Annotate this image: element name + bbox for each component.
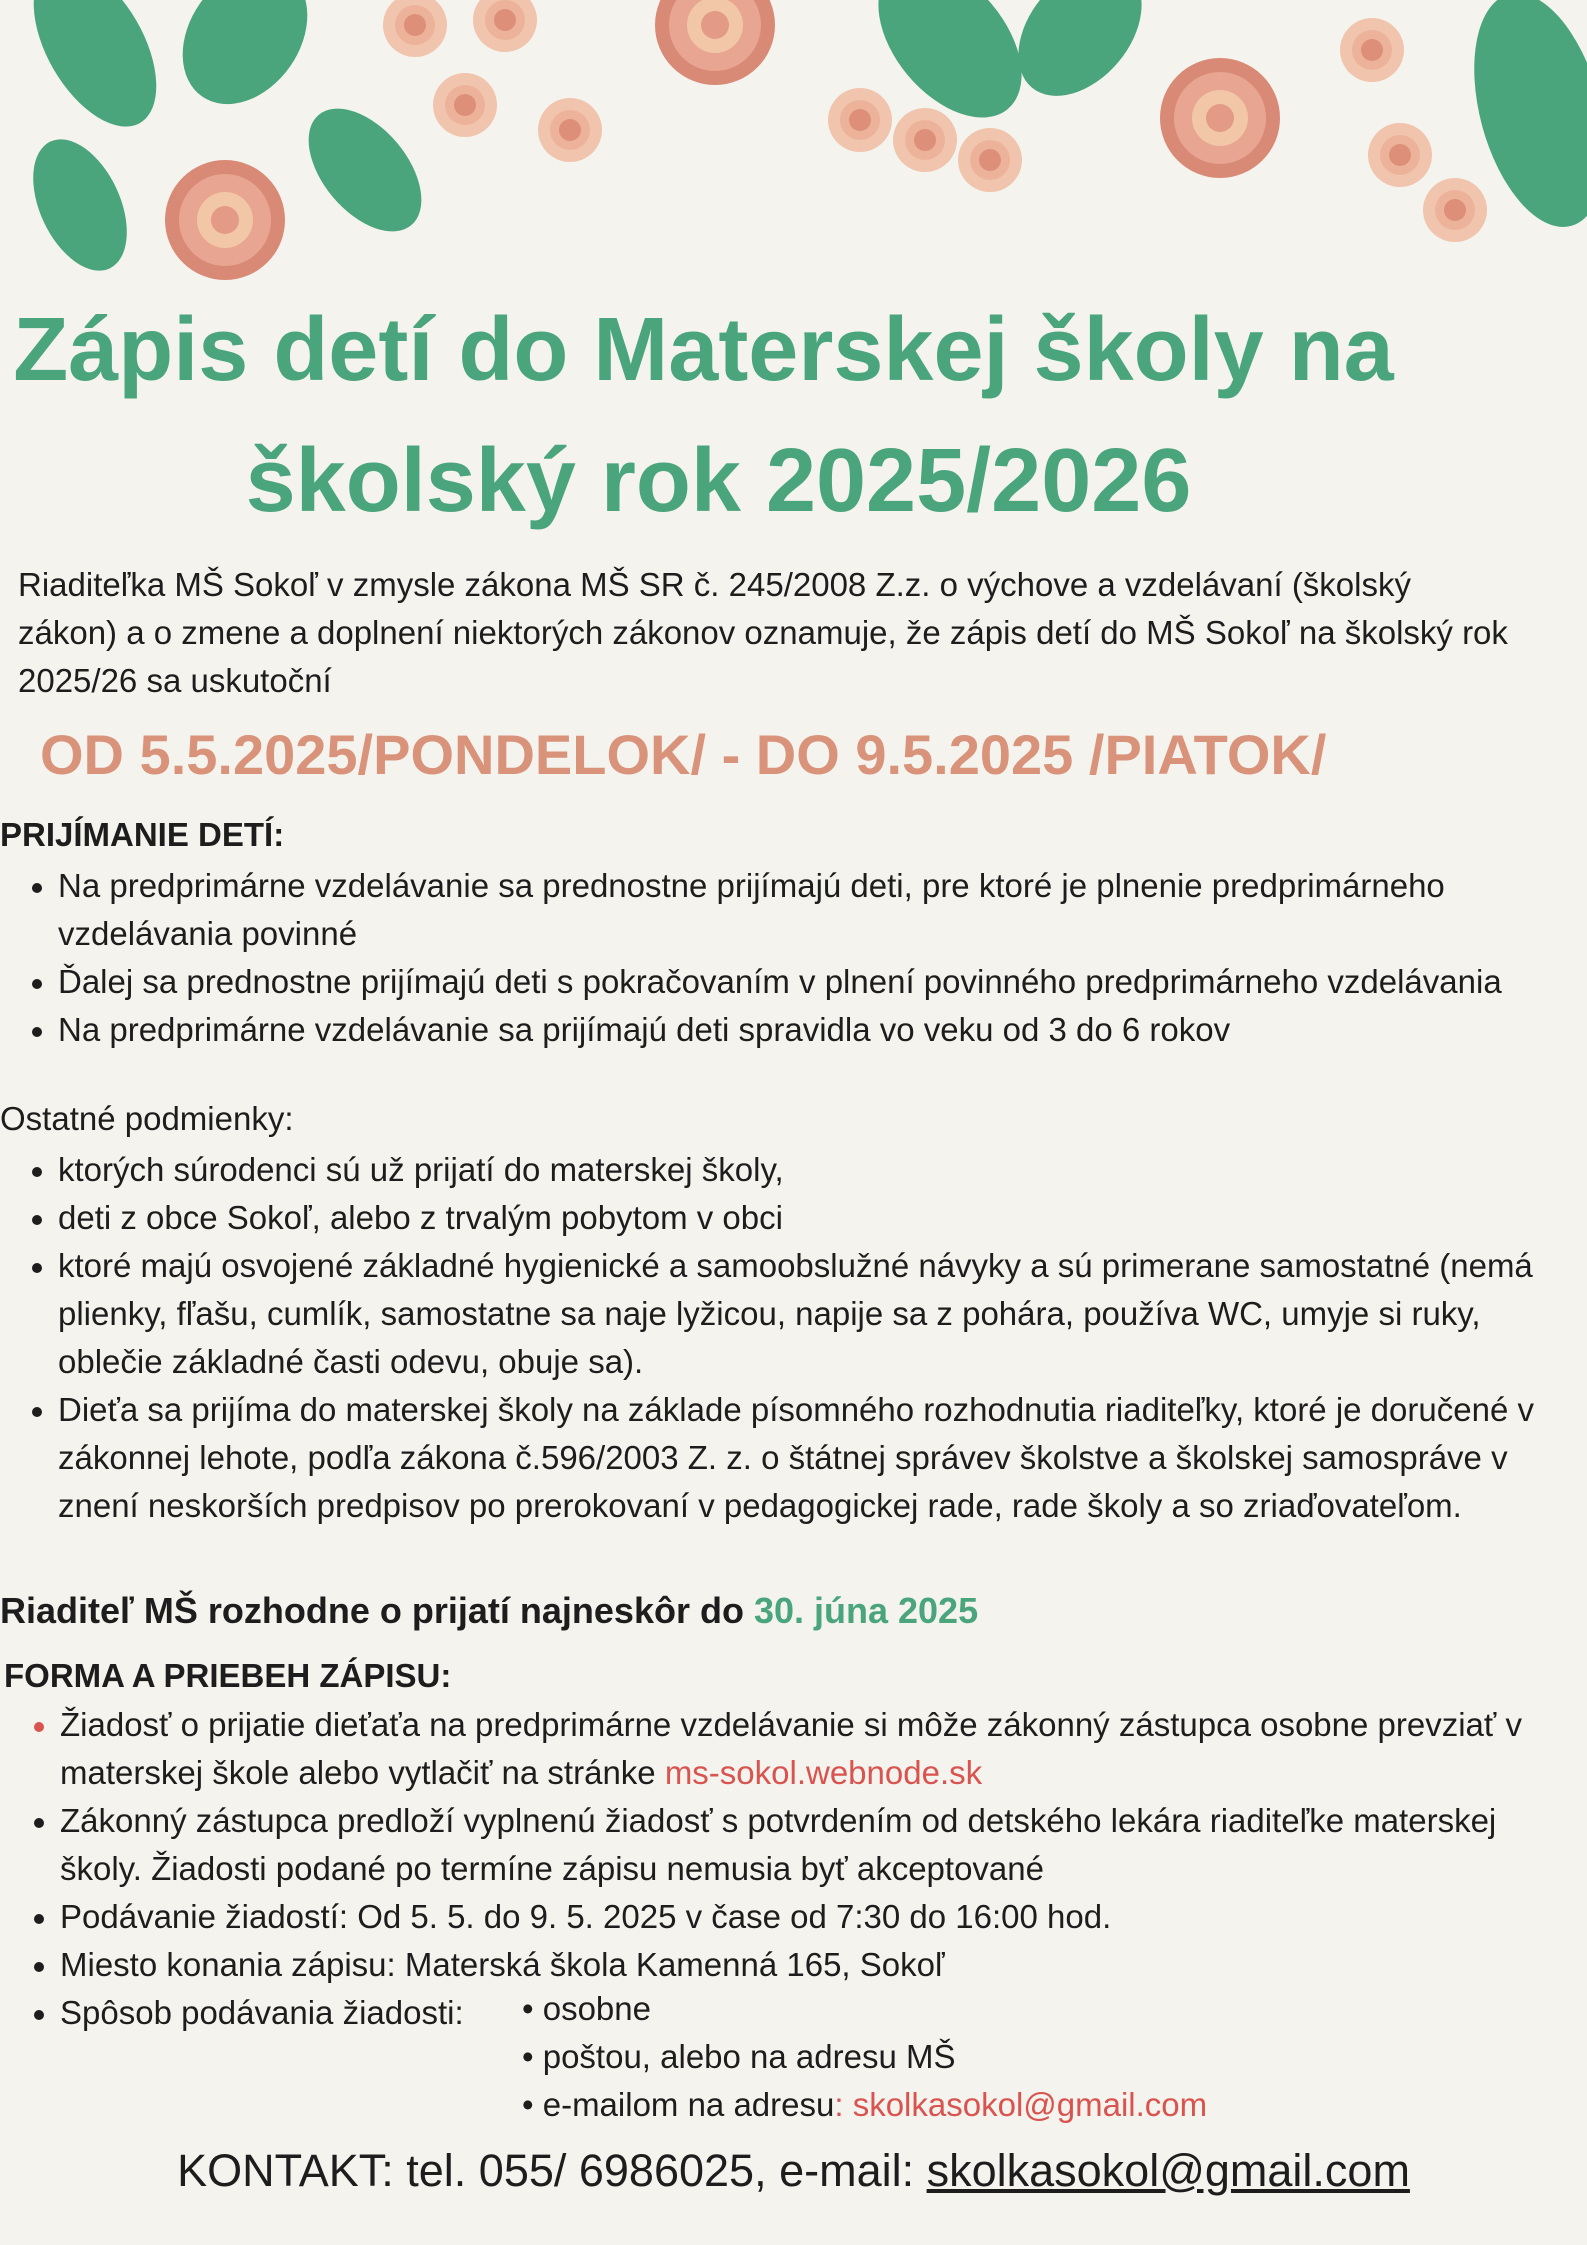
page-title-line2: školský rok 2025/2026 — [245, 431, 1192, 531]
procedure-heading: FORMA A PRIEBEH ZÁPISU: — [4, 1657, 452, 1694]
list-item: Na predprimárne vzdelávanie sa prijímajú deti spravidla vo veku od 3 do 6 rokov — [58, 1006, 1538, 1054]
list-item: ktorých súrodenci sú už prijatí do materskej školy, — [58, 1146, 1583, 1194]
flower-icon — [1423, 178, 1487, 242]
bullet-icon — [32, 979, 42, 989]
flower-icon — [1368, 123, 1432, 187]
flower-icon — [433, 73, 497, 137]
bullet-icon — [32, 1263, 42, 1273]
other-conditions-heading: Ostatné podmienky: — [0, 1100, 294, 1137]
list-item: Spôsob podávania žiadosti: — [60, 1989, 1540, 2037]
flower-icon — [383, 0, 447, 57]
flower-icon — [538, 98, 602, 162]
list-item: Žiadosť o prijatie dieťaťa na predprimárne vzdelávanie si môže zákonný zástupca osobne prevziať v materskej škole alebo vytlačiť na stránke ms-sokol.webnode.sk — [60, 1701, 1540, 1797]
list-item: Podávanie žiadostí: Od 5. 5. do 9. 5. 2025 v čase od 7:30 do 16:00 hod. — [60, 1893, 1540, 1941]
method-in-person: • osobne — [522, 1990, 651, 2027]
bullet-icon — [32, 1167, 42, 1177]
method-post: • poštou, alebo na adresu MŠ — [522, 2038, 956, 2075]
bullet-icon — [34, 1962, 44, 1972]
flower-icon — [1340, 18, 1404, 82]
list-item: Miesto konania zápisu: Materská škola Kamenná 165, Sokoľ — [60, 1941, 1540, 1989]
decision-date: 30. júna 2025 — [753, 1590, 979, 1631]
contact-line: KONTAKT: tel. 055/ 6986025, e-mail: skolkasokol@gmail.com — [177, 2145, 1410, 2196]
flower-icon — [165, 160, 285, 280]
list-item: Na predprimárne vzdelávanie sa prednostne prijímajú deti, pre ktoré je plnenie predprimárneho vzdelávania povinné — [58, 862, 1538, 958]
bullet-icon — [34, 1818, 44, 1828]
flower-icon — [1160, 58, 1280, 178]
other-conditions-list — [58, 1146, 1583, 1530]
list-item: deti z obce Sokoľ, alebo z trvalým pobytom v obci — [58, 1194, 1583, 1242]
email-link[interactable]: : skolkasokol@gmail.com — [834, 2086, 1208, 2123]
intro-paragraph: Riaditeľka MŠ Sokoľ v zmysle zákona MŠ SR č. 245/2008 Z.z. o výchove a vzdelávaní (školský zákon) a o zmene a doplnení niektorých zákonov oznamuje, že zápis detí do MŠ Sokoľ na školský rok 2025/26 sa uskutoční — [18, 566, 1508, 699]
list-item: ktoré majú osvojené základné hygienické a samoobslužné návyky a sú primerane samostatné (nemá plienky, fľašu, cumlík, samostatne sa naje lyžicou, napije sa z pohára, používa WC, umyje si ruky, oblečie základné časti odevu, obuje sa). — [58, 1242, 1583, 1386]
submission-methods — [522, 1985, 1207, 2129]
enrollment-dates: OD 5.5.2025/PONDELOK/ - DO 9.5.2025 /PIATOK/ — [40, 723, 1327, 786]
flower-icon — [958, 128, 1022, 192]
bullet-icon — [32, 883, 42, 893]
flower-icon — [655, 0, 775, 85]
list-item: Ďalej sa prednostne prijímajú deti s pokračovaním v plnení povinného predprimárneho vzdelávania — [58, 958, 1538, 1006]
website-link[interactable]: ms-sokol.webnode.sk — [664, 1754, 983, 1791]
list-item: Dieťa sa prijíma do materskej školy na základe písomného rozhodnutia riaditeľky, ktoré je doručené v zákonnej lehote, podľa zákona č.596/2003 Z. z. o štátnej správev školstve a školskej samospráve v znení neskorších predpisov po prerokovaní v pedagogickej rade, rade školy a so zriaďovateľom. — [58, 1386, 1583, 1530]
page-title-line1: Zápis detí do Materskej školy na — [13, 300, 1394, 400]
flower-icon — [828, 88, 892, 152]
bullet-icon — [34, 1722, 44, 1732]
bullet-icon — [34, 1914, 44, 1924]
admission-list — [58, 862, 1538, 1054]
flower-icon — [473, 0, 537, 52]
flower-icon — [893, 108, 957, 172]
contact-email-link[interactable]: skolkasokol@gmail.com — [926, 2145, 1410, 2196]
decision-note: Riaditeľ MŠ rozhodne o prijatí najneskôr do 30. júna 2025 — [0, 1590, 979, 1631]
bullet-icon — [32, 1027, 42, 1037]
admission-heading: PRIJÍMANIE DETÍ: — [0, 816, 285, 853]
bullet-icon — [34, 2010, 44, 2020]
method-email: • e-mailom na adresu: skolkasokol@gmail.com — [522, 2086, 1208, 2123]
bullet-icon — [32, 1215, 42, 1225]
floral-decoration — [0, 0, 1587, 300]
list-item: Zákonný zástupca predloží vyplnenú žiadosť s potvrdením od detského lekára riaditeľke materskej školy. Žiadosti podané po termíne zápisu nemusia byť akceptované — [60, 1797, 1540, 1893]
bullet-icon — [32, 1407, 42, 1417]
